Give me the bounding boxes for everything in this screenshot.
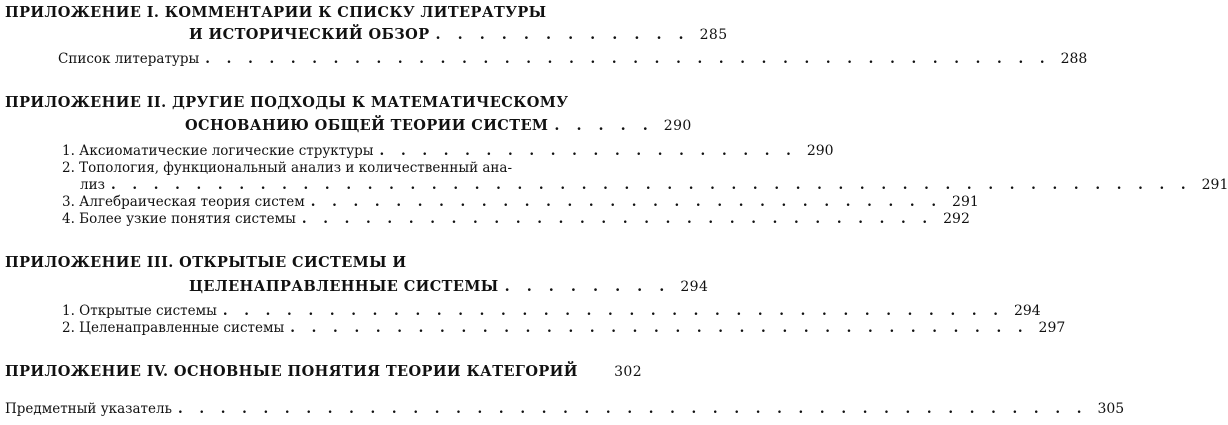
toc-entry: [0, 211, 970, 227]
toc-entry: [0, 160, 652, 176]
appendix-1-title-line2-row: [0, 26, 728, 43]
appendix-1-title: ПРИЛОЖЕНИЕ I. КОММЕНТАРИИ К СПИСКУ ЛИТЕРАТУРЫ: [5, 4, 547, 21]
page-number: 288: [1060, 51, 1088, 67]
index-row: [0, 401, 1125, 417]
toc-entry: [0, 51, 1088, 67]
page-number: 302: [614, 364, 642, 380]
appendix-2-title-line1: [0, 94, 652, 111]
leader-dots: . . . . . . . . . . . . . . . . . . . . . . . . . . . . . . . . . . .: [290, 320, 1029, 336]
page-number: 294: [680, 279, 709, 295]
leader-dots: . . . . . . . . . . . . . . . . . . . . . . . . . . . . . . . . . . . . .: [222, 303, 1004, 319]
leader-dots: . . . . . . . . . . . .: [435, 26, 690, 43]
index-label: Предметный указатель: [5, 401, 172, 417]
page-number: 291: [952, 194, 979, 210]
appendix-2-subtitle: ОСНОВАНИЮ ОБЩЕЙ ТЕОРИИ СИСТЕМ: [185, 117, 549, 134]
page-number: 292: [943, 211, 970, 227]
appendix-1-subtitle: И ИСТОРИЧЕСКИЙ ОБЗОР: [189, 26, 430, 43]
leader-dots: . . . . .: [554, 117, 654, 134]
toc-entry: [0, 320, 1066, 336]
leader-dots: . . . . . . . . . . . . . . . . . . . . . . . . . . . . . . . . . . . . . . . . . . .: [177, 401, 1088, 417]
entry-label: 1. Аксиоматические логические структуры: [62, 143, 374, 159]
appendix-2-title-line2-row: [0, 117, 692, 134]
toc-entry: [0, 143, 834, 159]
page-number: 294: [1013, 303, 1041, 319]
page-number: 297: [1038, 320, 1066, 336]
leader-dots: . . . . . . . . . . . . . . . . . . . . . . . . . . . . . . . . . . . . . . . . . . . . . . . . . . .: [110, 177, 1192, 193]
appendix-4-title: ПРИЛОЖЕНИЕ IV. ОСНОВНЫЕ ПОНЯТИЯ ТЕОРИИ КАТЕГОРИЙ: [5, 363, 578, 380]
entry-label: 1. Открытые системы: [62, 303, 217, 319]
entry-label: Список литературы: [58, 51, 200, 67]
appendix-2-title: ПРИЛОЖЕНИЕ II. ДРУГИЕ ПОДХОДЫ К МАТЕМАТИЧЕСКОМУ: [5, 94, 569, 111]
entry-label: лиз: [80, 177, 105, 193]
appendix-3-subtitle: ЦЕЛЕНАПРАВЛЕННЫЕ СИСТЕМЫ: [189, 278, 499, 295]
entry-label: 3. Алгебраическая теория систем: [62, 194, 305, 210]
leader-dots: . . . . . . . . . . . . . . . . . . . . . . . . . . . . . .: [310, 194, 943, 210]
page-number: 291: [1201, 177, 1228, 193]
appendix-3-title: ПРИЛОЖЕНИЕ III. ОТКРЫТЫЕ СИСТЕМЫ И: [5, 254, 407, 271]
appendix-4-row: [0, 363, 652, 380]
leader-dots: . . . . . . . .: [504, 278, 671, 295]
page-number: 290: [806, 143, 834, 159]
entry-label: 2. Целенаправленные системы: [62, 320, 285, 336]
leader-dots: . . . . . . . . . . . . . . . . . . . .: [379, 143, 797, 159]
page-number: 290: [663, 118, 692, 134]
toc-entry: [0, 194, 979, 210]
appendix-3-title-line2-row: [0, 278, 709, 295]
appendix-3-title-line1: [0, 254, 652, 271]
appendix-1-title-line1: [0, 4, 652, 21]
page-number: 305: [1097, 401, 1125, 417]
entry-label: 4. Более узкие понятия системы: [62, 211, 296, 227]
toc-entry: [0, 177, 1228, 193]
toc-entry: [0, 303, 1041, 319]
leader-dots: . . . . . . . . . . . . . . . . . . . . . . . . . . . . . .: [301, 211, 934, 227]
page-number: 285: [699, 27, 728, 43]
entry-label: 2. Топология, функциональный анализ и количественный ана-: [62, 160, 513, 176]
leader-dots: . . . . . . . . . . . . . . . . . . . . . . . . . . . . . . . . . . . . . . . .: [205, 51, 1051, 67]
